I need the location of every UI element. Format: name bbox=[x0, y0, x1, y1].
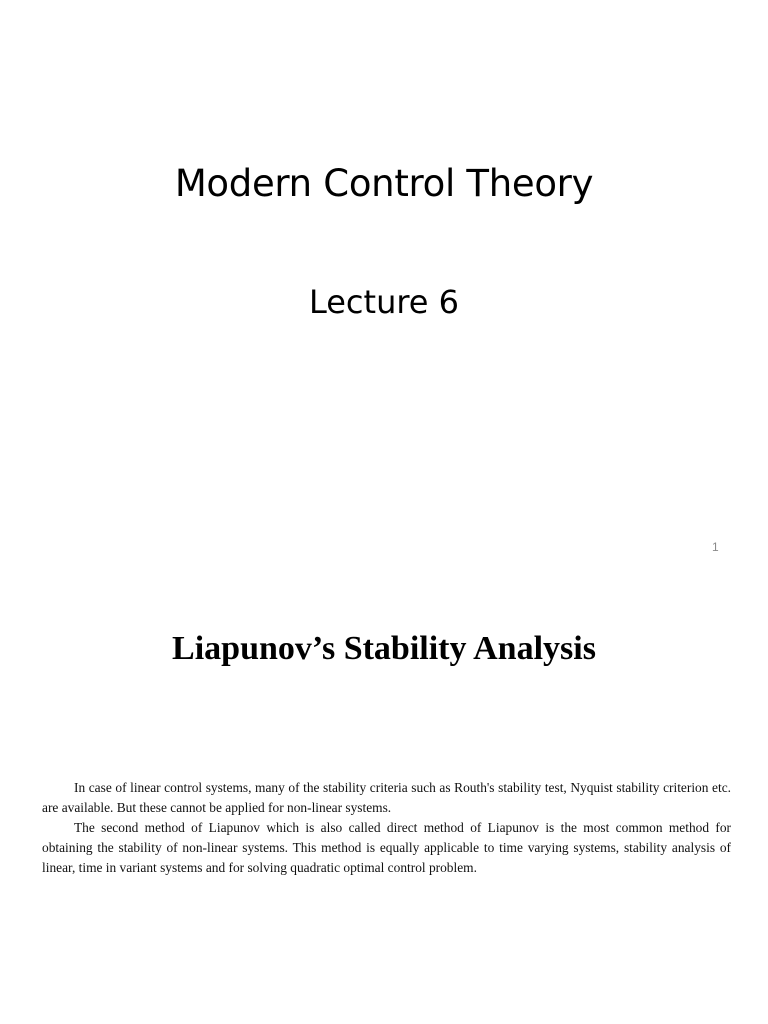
page-number: 1 bbox=[712, 540, 719, 554]
slide-subtitle: Lecture 6 bbox=[308, 283, 460, 321]
section-heading: Liapunov’s Stability Analysis bbox=[172, 630, 596, 667]
paragraph: The second method of Liapunov which is also called direct method of Liapunov is the most common method for obtaining the stability of non-linear systems. This method is equally applicable to time varying systems, stability analysis of linear, time in variant systems and for solving quadratic optimal control problem. bbox=[42, 820, 731, 875]
slide-2 bbox=[0, 576, 768, 1024]
body-text bbox=[42, 778, 731, 878]
slide-title: Modern Control Theory bbox=[174, 162, 594, 205]
paragraph: In case of linear control systems, many of the stability criteria such as Routh's stability test, Nyquist stability criterion etc. are available. But these cannot be applied for non-linear systems. bbox=[42, 780, 731, 815]
